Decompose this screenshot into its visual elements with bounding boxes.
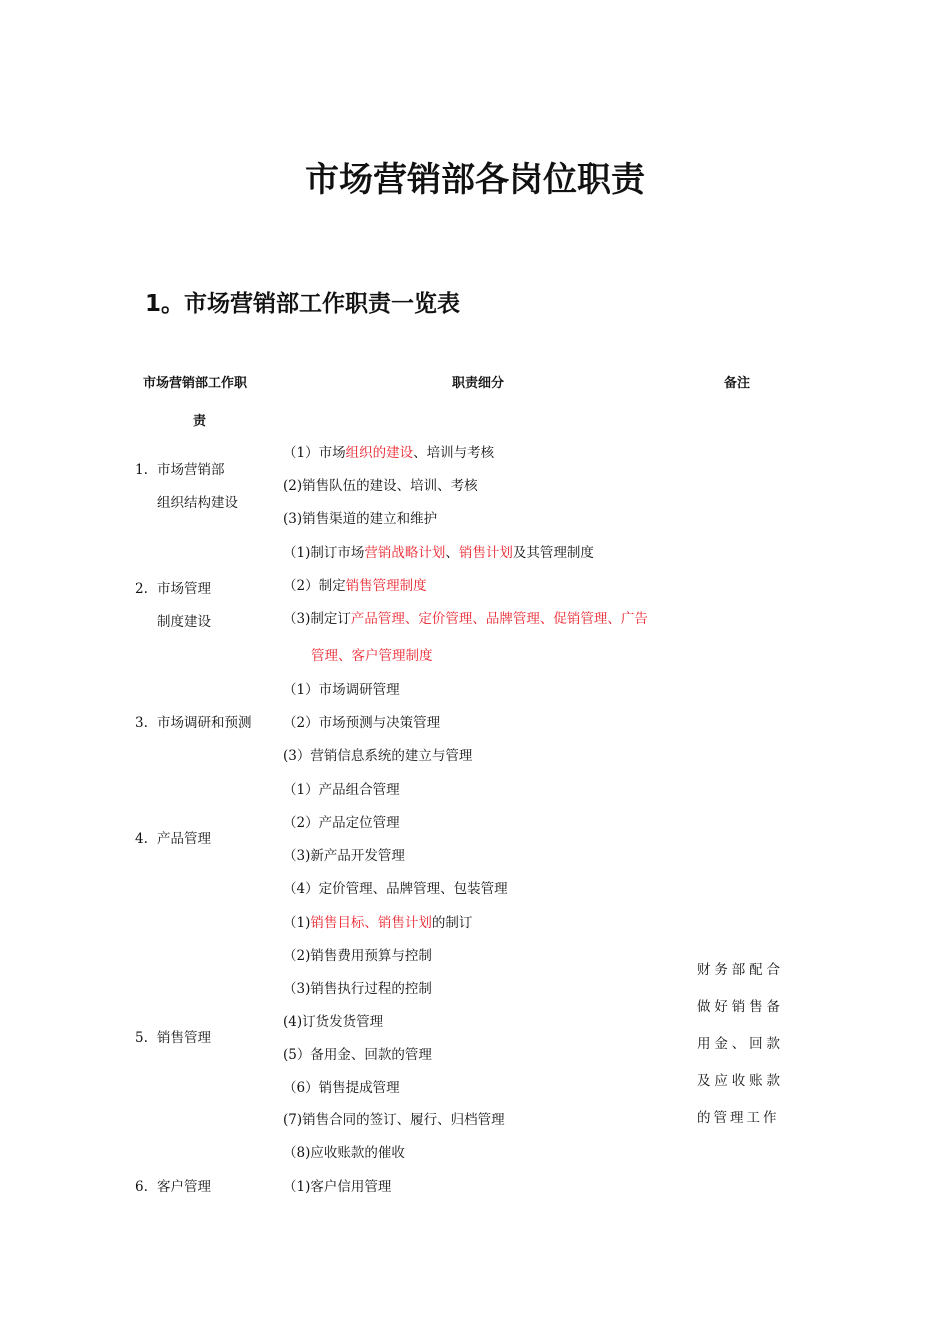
col1-header: 市场营销部工作职 [143,376,248,391]
duty-item [283,713,440,733]
duty-text: （1)制订市场 [283,545,365,561]
section-name: 客户管理 [157,1179,211,1195]
duty-text: （2）制定 [283,578,346,594]
duty-text: （1）市场 [283,445,346,461]
duty-item [283,576,427,596]
duty-text: 及其管理制度 [512,545,594,561]
section-name: 市场营销部 [157,462,225,478]
section-name: 市场调研和预测 [157,715,252,731]
remark-note: 财务部配合做好销售备用金、回款及应收账款的管理工作 [697,962,783,1126]
duty-item [283,680,400,700]
duty-text: （1）产品组合管理 [283,782,400,798]
duty-item [283,543,594,563]
duty-text: 、培训与考核 [413,445,495,461]
section-number: 5. [135,1030,148,1046]
duty-text: (3）营销信息系统的建立与管理 [283,748,473,764]
section-name-cont: 制度建设 [157,614,211,630]
duty-text: （2)销售费用预算与控制 [283,948,432,964]
duty-text: （4）定价管理、品牌管理、包装管理 [283,881,508,897]
duty-highlight: 销售目标、销售计划 [310,915,432,931]
duty-item [283,1045,432,1065]
duty-text: （2）产品定位管理 [283,815,400,831]
duty-item [283,609,648,629]
duty-text: 、 [445,545,459,561]
section-name: 销售管理 [157,1030,211,1046]
section-heading: 1。市场营销部工作职责一览表 [145,291,461,317]
duty-text: (4)订货发货管理 [283,1014,384,1030]
section-number: 6. [135,1179,148,1195]
duty-item [283,1177,391,1197]
duty-item [283,1012,383,1032]
section-number: 3. [135,715,148,731]
duty-item [283,1110,505,1130]
duty-highlight: 管理、客户管理制度 [311,648,433,664]
duty-item [283,846,405,866]
section-name: 市场管理 [157,581,211,597]
duty-item [283,509,437,529]
duty-text: (3)销售渠道的建立和维护 [283,511,438,527]
duty-item [283,1078,400,1098]
duty-text: 的制订 [431,915,473,931]
duty-item [283,476,478,496]
duty-text: （3)新产品开发管理 [283,848,405,864]
duty-item [283,979,432,999]
duty-text: （8)应收账款的催收 [283,1145,405,1161]
duty-highlight: 营销战略计划 [364,545,446,561]
duty-item [283,879,508,899]
section-number: 1. [135,462,148,478]
section-name-cont: 组织结构建设 [157,495,238,511]
duty-item [283,913,472,933]
section-number: 4. [135,831,148,847]
duty-item [283,1143,405,1163]
duty-item [311,646,433,666]
duty-text: (7)销售合同的签订、履行、归档管理 [283,1112,505,1128]
duty-item [283,780,400,800]
duty-item [283,813,400,833]
duty-text: （2）市场预测与决策管理 [283,715,441,731]
duty-highlight: 销售管理制度 [345,578,427,594]
duty-highlight: 销售计划 [458,545,513,561]
duty-highlight: 组织的建设 [345,445,414,461]
duty-item [283,746,472,766]
duty-text: (2)销售队伍的建设、培训、考核 [283,478,478,494]
duty-text: （1）市场调研管理 [283,682,400,698]
col2-header: 职责细分 [452,376,505,391]
duty-text: （3)销售执行过程的控制 [283,981,432,997]
duty-text: （3)制定订 [283,611,351,627]
col3-header: 备注 [724,376,751,391]
duty-item [283,946,432,966]
duty-text: （1) [283,915,311,931]
duty-text: （1)客户信用管理 [283,1179,392,1195]
section-name: 产品管理 [157,831,211,847]
duty-text: (5）备用金、回款的管理 [283,1047,432,1063]
col1-header-cont: 责 [193,414,207,429]
page-title: 市场营销部各岗位职责 [305,160,645,200]
duty-text: （6）销售提成管理 [283,1080,400,1096]
duty-highlight: 产品管理、定价管理、品牌管理、促销管理、广告 [350,611,648,627]
section-number: 2. [135,581,148,597]
duty-item [283,443,494,463]
